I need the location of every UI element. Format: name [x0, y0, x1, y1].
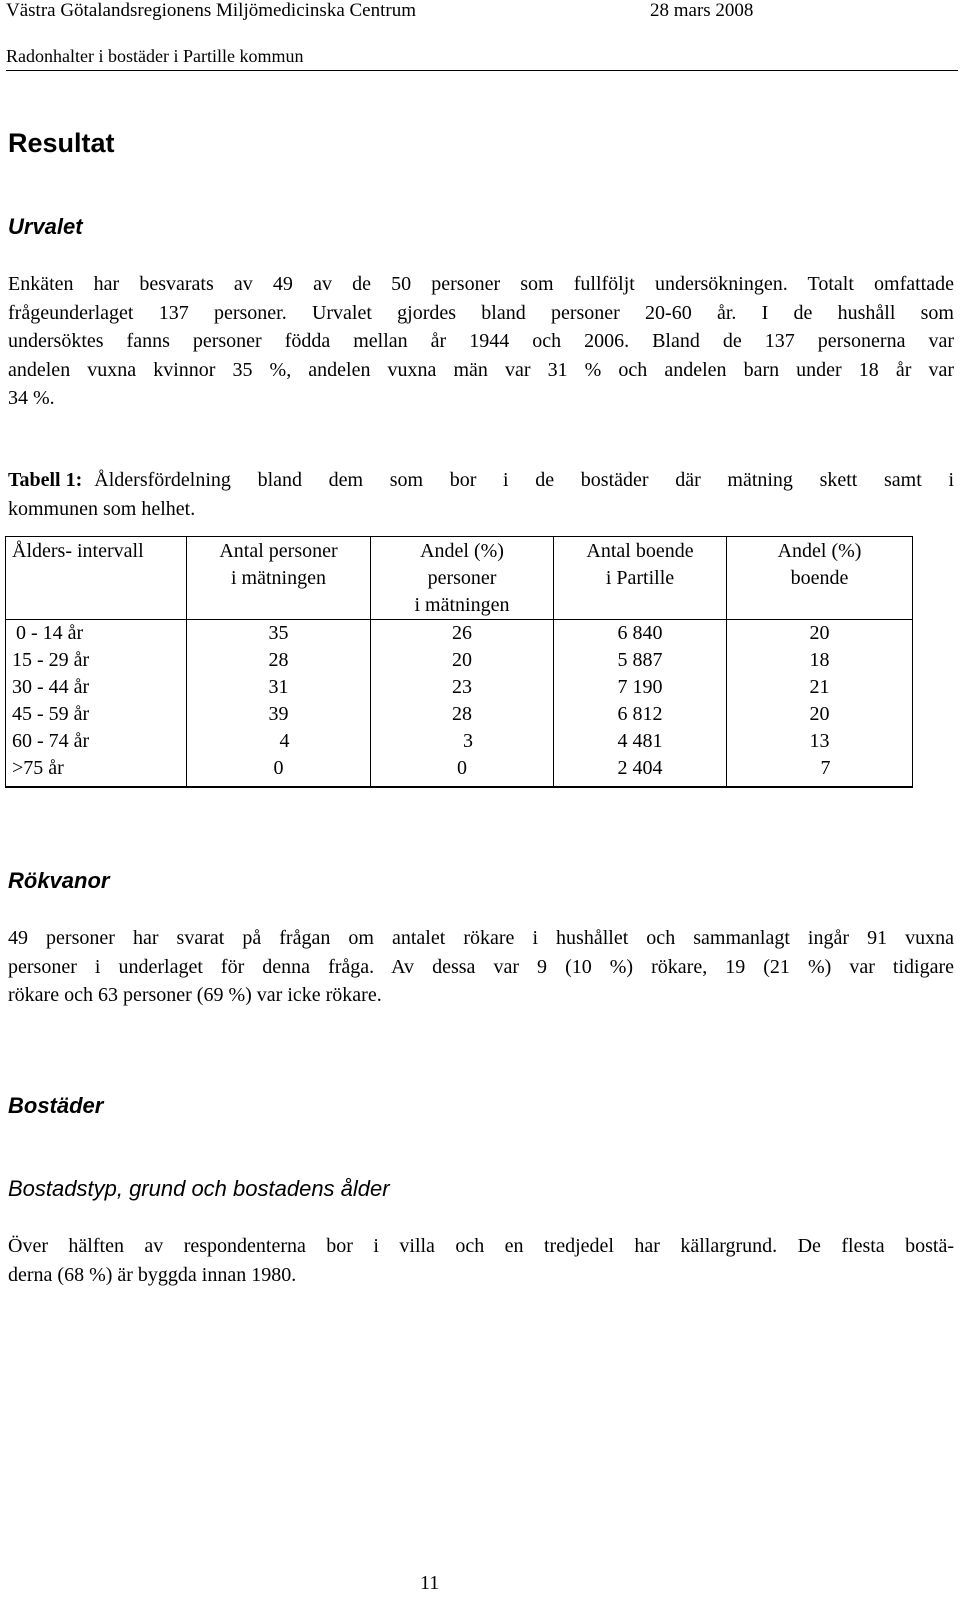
housing-paragraph — [8, 1232, 954, 1289]
age-cell: 45 - 59 år — [6, 701, 187, 728]
count-cell: 35 — [187, 620, 371, 648]
header-share-line-3: i mätningen — [414, 594, 510, 616]
residents-cell: 6 840 — [554, 620, 727, 648]
share-cell: 26 — [371, 620, 554, 648]
share-cell: 28 — [371, 701, 554, 728]
share-residents-cell: 7 — [727, 755, 913, 787]
table-caption — [8, 466, 954, 523]
header-count-line-2: i mätningen — [231, 567, 326, 589]
count-cell: 39 — [187, 701, 371, 728]
housing-line-2: derna (68 %) är byggda innan 1980. — [8, 1263, 297, 1286]
residents-cell: 6 812 — [554, 701, 727, 728]
housing-subheading: Bostadstyp, grund och bostadens ålder — [8, 1176, 390, 1201]
selection-line-4: andelen vuxna kvinnor 35 %, andelen vuxna män var 31 % och andelen barn under 18 år var — [8, 358, 954, 381]
share-residents-cell: 20 — [727, 620, 913, 648]
header-cell-share-measured — [371, 537, 554, 620]
results-heading: Resultat — [8, 128, 115, 158]
share-cell: 3 — [371, 728, 554, 755]
housing-line-1: Över hälften av respondenterna bor i villa och en tredjedel har källargrund. De flesta bostä- — [8, 1235, 954, 1257]
table-row — [6, 701, 913, 728]
table-row — [6, 728, 913, 755]
age-cell: 60 - 74 år — [6, 728, 187, 755]
header-count-line-1: Antal personer — [219, 540, 338, 562]
header-share-line-2: personer — [427, 567, 497, 589]
header-share-line-1: Andel (%) — [420, 540, 504, 562]
table-header-row — [6, 537, 913, 620]
table-row — [6, 674, 913, 701]
share-cell: 0 — [371, 755, 554, 787]
header-share-res-line-2: boende — [790, 567, 849, 589]
smoking-line-1: 49 personer har svarat på frågan om antalet rökare i hushållet och sammanlagt ingår 91 vuxna — [8, 927, 954, 949]
residents-cell: 5 887 — [554, 647, 727, 674]
age-distribution-table — [5, 536, 913, 788]
selection-line-1: Enkäten har besvarats av 49 av de 50 personer som fullföljt undersökningen. Totalt omfattade — [8, 273, 954, 295]
page-number: 11 — [420, 1572, 440, 1594]
header-cell-count-measured — [187, 537, 371, 620]
header-residents-line-2: i Partille — [605, 567, 675, 589]
header-age-line-1: Ålders- intervall — [12, 540, 144, 562]
smoking-heading: Rökvanor — [8, 868, 110, 893]
housing-heading: Bostäder — [8, 1093, 104, 1118]
count-cell: 31 — [187, 674, 371, 701]
selection-line-2: frågeunderlaget 137 personer. Urvalet gjordes bland personer 20-60 år. I de hushåll som — [8, 301, 954, 324]
share-residents-cell: 20 — [727, 701, 913, 728]
selection-heading: Urvalet — [8, 214, 83, 239]
table-row — [6, 620, 913, 648]
header-date: 28 mars 2008 — [650, 0, 754, 21]
header-residents-line-1: Antal boende — [586, 540, 694, 562]
count-cell: 4 — [187, 728, 371, 755]
share-cell: 23 — [371, 674, 554, 701]
share-cell: 20 — [371, 647, 554, 674]
share-residents-cell: 13 — [727, 728, 913, 755]
table-caption-line-2: kommunen som helhet. — [8, 497, 196, 520]
table-caption-label: Tabell 1: — [8, 469, 83, 491]
smoking-line-2: personer i underlaget för denna fråga. Av dessa var 9 (10 %) rökare, 19 (21 %) var tidigare — [8, 955, 954, 978]
table-row — [6, 755, 913, 787]
age-cell: >75 år — [6, 755, 187, 787]
residents-cell: 4 481 — [554, 728, 727, 755]
residents-cell: 7 190 — [554, 674, 727, 701]
count-cell: 0 — [187, 755, 371, 787]
selection-line-5: 34 %. — [8, 387, 55, 409]
header-divider — [6, 70, 958, 71]
header-cell-residents-partille — [554, 537, 727, 620]
table-caption-line-1: Åldersfördelning bland dem som bor i de bostäder där mätning skett samt i — [94, 469, 954, 491]
smoking-paragraph — [8, 924, 954, 1010]
header-cell-share-residents — [727, 537, 913, 620]
header-report-title: Radonhalter i bostäder i Partille kommun — [6, 46, 304, 66]
header-cell-age-interval — [6, 537, 187, 620]
share-residents-cell: 18 — [727, 647, 913, 674]
table-row — [6, 647, 913, 674]
header-share-res-line-1: Andel (%) — [777, 540, 862, 562]
smoking-line-3: rökare och 63 personer (69 %) var icke rökare. — [8, 984, 382, 1006]
selection-paragraph — [8, 270, 954, 413]
header-organization: Västra Götalandsregionens Miljömedicinska Centrum — [6, 0, 416, 21]
age-cell: 30 - 44 år — [6, 674, 187, 701]
age-cell: 15 - 29 år — [6, 647, 187, 674]
share-residents-cell: 21 — [727, 674, 913, 701]
age-cell: 0 - 14 år — [6, 620, 187, 648]
residents-cell: 2 404 — [554, 755, 727, 787]
selection-line-3: undersöktes fanns personer födda mellan år 1944 och 2006. Bland de 137 personerna var — [8, 330, 954, 352]
count-cell: 28 — [187, 647, 371, 674]
